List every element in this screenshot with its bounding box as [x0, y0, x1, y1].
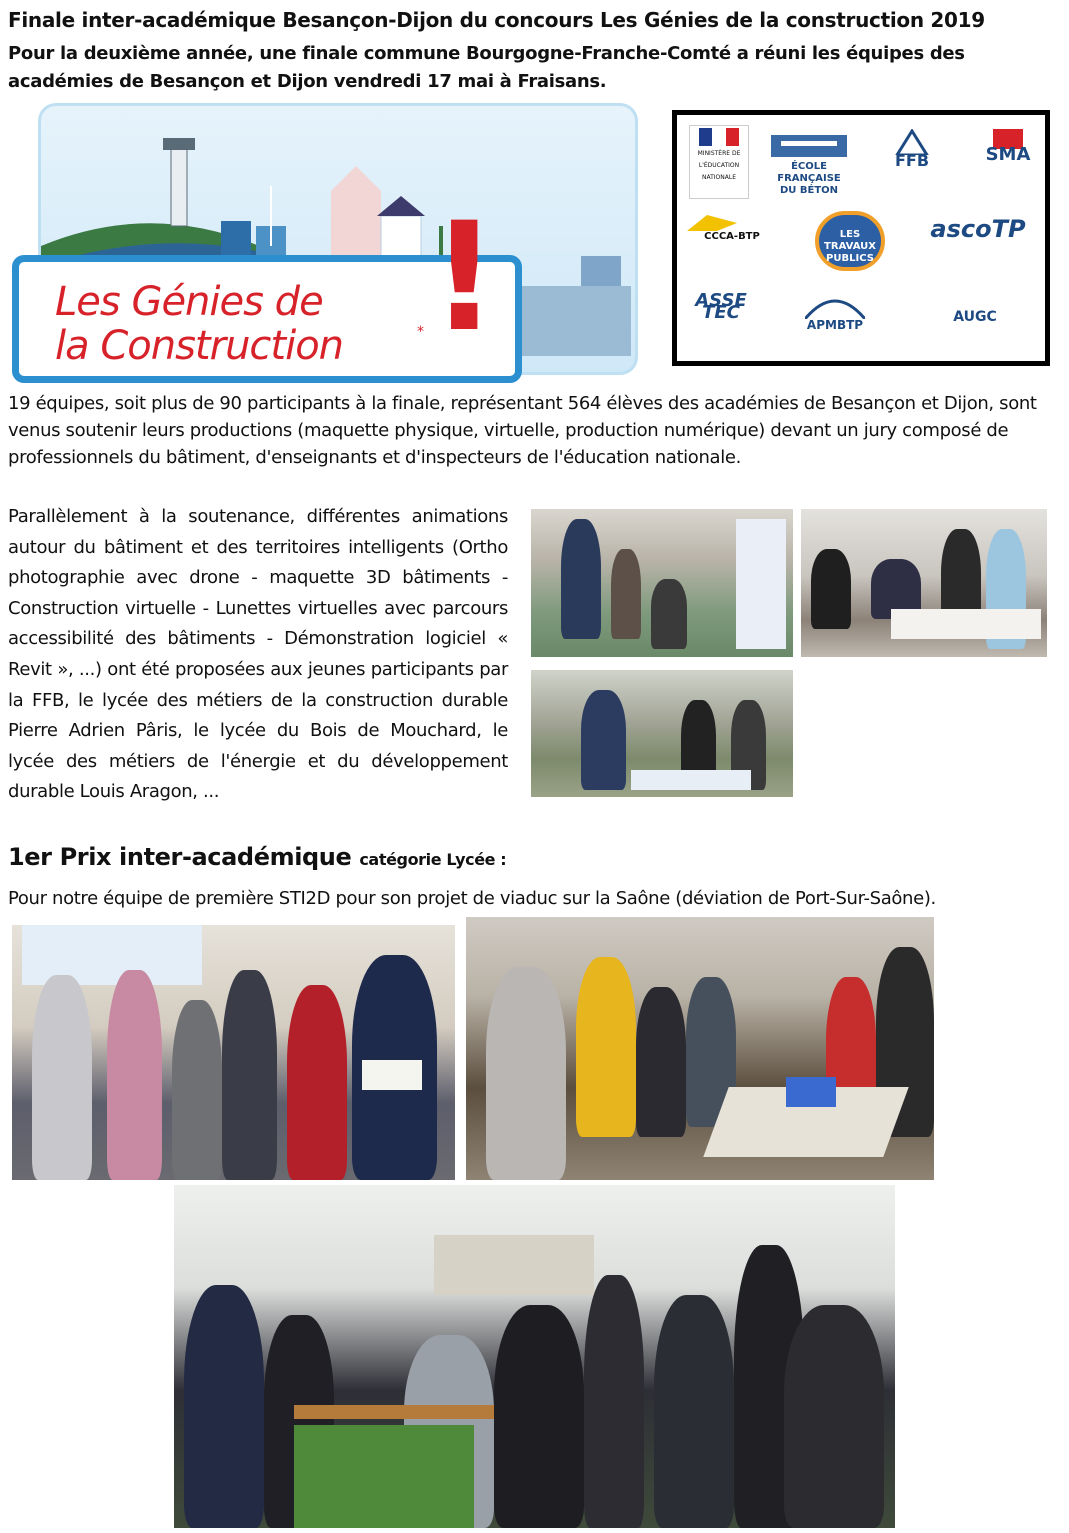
logo-title-line-1: Les Génies de: [55, 279, 323, 325]
ccca-icon: [687, 215, 737, 231]
partner-logo-ministere: [689, 125, 749, 199]
page-title: Finale inter-académique Besançon-Dijon du concours Les Génies de la construction 2019: [8, 8, 985, 32]
partner-logo-ffb: [877, 129, 947, 189]
partner-logo-ccca: [687, 215, 777, 265]
partner-logo-travaux-publics: LES TRAVAUX PUBLICS: [815, 211, 885, 271]
partner-label: ÉCOLE FRANÇAISE DU BÉTON: [777, 161, 841, 196]
prize-heading: [8, 843, 506, 871]
logo-title-line-2: la Construction: [55, 323, 344, 369]
paragraph-participants: 19 équipes, soit plus de 90 participants à la finale, représentant 564 élèves des académies de Besançon et Dijon, sont venus soutenir leurs productions (maquette physique, virtuelle, production numérique) devant un jury composé de professionnels du bâtiment, d'enseignants et d'inspecteurs de l'éducation nationale.: [8, 393, 1037, 468]
partner-label: MINISTÈRE DE L'ÉDUCATION NATIONALE: [697, 150, 741, 181]
photo-event-survey-stand: [531, 670, 793, 797]
partner-logo-efb: [769, 135, 849, 196]
paragraph-team: Pour notre équipe de première STI2D pour son projet de viaduc sur la Saône (déviation de Port-Sur-Saône).: [8, 888, 936, 909]
partner-logo-augc: AUGC: [953, 309, 997, 325]
photo-team-group-with-viaduct-model: [174, 1185, 895, 1528]
competition-logo: [10, 103, 640, 385]
logo-title: [55, 280, 343, 368]
efb-icon: [771, 135, 847, 157]
intro-text: Pour la deuxième année, une finale commune Bourgogne-Franche-Comté a réuni les équipes des académies de Besançon et Dijon vendredi 17 mai à Fraisans.: [8, 43, 965, 92]
apmbtp-icon: [805, 293, 865, 319]
partner-logo-asse-tec: ASSE TEC: [695, 290, 747, 323]
partner-label: SMA: [985, 144, 1031, 165]
prize-category: catégorie Lycée :: [359, 850, 507, 869]
photo-event-drone-stand: [531, 509, 793, 657]
prize-title: 1er Prix inter-académique: [8, 843, 352, 871]
partner-logo-apmbtp: [797, 291, 873, 353]
partner-logo-sma: [977, 129, 1039, 189]
partner-label: APMBTP: [806, 318, 864, 332]
photo-team-presenting-model: [466, 917, 934, 1180]
paragraph-animations: Parallèlement à la soutenance, différentes animations autour du bâtiment et des territoires intelligents (Ortho photographie avec drone - maquette 3D bâtiments - Construction virtuelle - Lunettes virtuelles avec parcours accessibilité des bâtiments - Démonstration logiciel « Revit », ...) ont été proposées aux jeunes participants par la FFB, le lycée des métiers de la construction durable Pierre Adrien Pâris, le lycée du Bois de Mouchard, le lycée des métiers de l'énergie et du développement durable Louis Aragon, ...: [8, 506, 508, 803]
photo-award-ceremony: [12, 925, 455, 1180]
french-flag-icon: [699, 128, 739, 146]
partner-label: FFB: [894, 151, 930, 170]
partners-logo-panel: [672, 110, 1050, 366]
partner-label: CCCA-BTP: [704, 231, 760, 242]
logo-asterisk: *: [417, 324, 424, 340]
partner-logo-ascotp: ascoTP: [930, 215, 1026, 243]
logo-exclamation: !: [430, 191, 499, 365]
photo-event-vr-stand: [801, 509, 1047, 657]
